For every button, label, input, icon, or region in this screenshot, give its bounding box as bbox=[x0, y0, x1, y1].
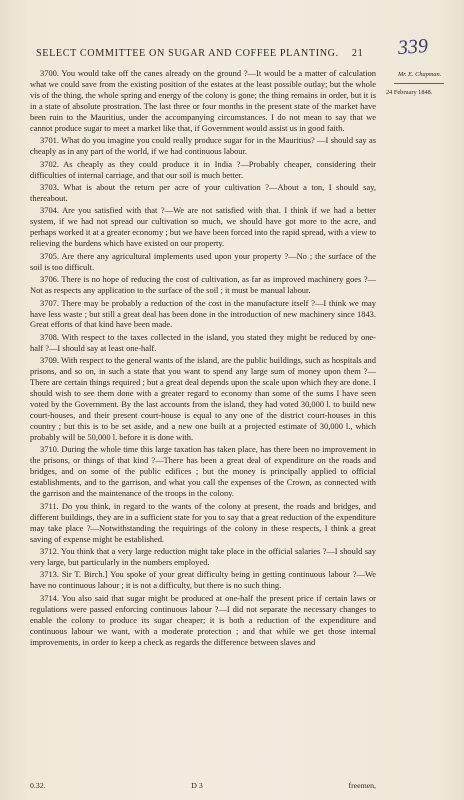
page-header bbox=[36, 48, 378, 59]
page-footer bbox=[30, 781, 376, 790]
paragraph: 3702. As cheaply as they could produce it in India ?—Probably cheaper, considering their difficulties of internal carriage, and that our soil is much better. bbox=[30, 158, 376, 180]
margin-note bbox=[386, 70, 460, 97]
paragraph: 3707. There may be probably a reduction of the cost in the manufacture itself ?—I think we may have less waste ; but still a great deal has been done in the introduction of new machinery since 1843. Great efforts of that kind have been made. bbox=[30, 297, 376, 330]
margin-rule bbox=[394, 83, 444, 84]
paragraph: 3709. With respect to the general wants of the island, are the public buildings, such as hospitals and prisons, and so on, in such a state that you want to spend any large sum of money upon them ?—There are certain things required ; but a great deal depends upon the scale upon which they are done. I should wish to see them done with a greater regard to economy than some of the sums I have seen voted by the Government. By the last accounts from the island, they had voted 30,000 l. to build new court-houses, and their present court-house is equal to any one of the district court-houses in this country ; but this is to be set aside, and a new one built at a projected estimate of 30,000 l., which probably will be 50,000 l. before it is done with. bbox=[30, 355, 376, 442]
paragraph: 3700. You would take off the canes already on the ground ?—It would be a matter of calculation what we could save from the existing position of the estates at the least possible outlay; but the whole vis of the thing, the whole spring and energy of the colony is gone; the thing remains in order, but it is in a state of absolute prostration. The last three or four months in the present state of the market have been ruin to the Mauritius, under the accompanying circumstances. I do not mean to say that we cannot produce sugar to meet a market like that, if Government would assist us in good faith. bbox=[30, 68, 376, 133]
paragraph: 3706. There is no hope of reducing the cost of cultivation, as far as improved machinery goes ?—Not as respects any application to the surface of the soil ; it must be manual labour. bbox=[30, 274, 376, 296]
paragraph: 3704. Are you satisfied with that ?—We are not satisfied with that. I think if we had a better system, if we had not spread our cultivation so much, we should have got more to the acre, and perhaps worked it at a greater economy ; but we have been forced into the rapid spread, with a view to relieving the burdens which have existed on our property. bbox=[30, 205, 376, 249]
paragraph: 3705. Are there any agricultural implements used upon your property ?—No ; the surface of the soil is too difficult. bbox=[30, 250, 376, 272]
paragraph: 3714. You also said that sugar might be produced at one-half the present price if certain laws or regulations were passed enforcing continuous labour ?—I did not separate the necessary changes to enable the colony to produce its sugar cheaper; it is both a reduction of the expenditure and continuous labour we want, with a moderate protection ; and that while we get those internal improvements, in order to keep a check as regards the difference between slaves and bbox=[30, 592, 376, 647]
testimony-body bbox=[30, 68, 376, 649]
paragraph: 3701. What do you imagine you could really produce sugar for in the Mauritius? —I should say as cheaply as in any part of the world, if we had continuous labour. bbox=[30, 135, 376, 157]
witness-name: Mr. E. Chapman. bbox=[398, 71, 442, 78]
paragraph: 3703. What is about the return per acre of your cultivation ?—About a ton, I should say, thereabout. bbox=[30, 182, 376, 203]
paragraph: 3708. With respect to the taxes collected in the island, you stated they might be reduced by one-half ?—I should say at least one-half. bbox=[30, 331, 376, 353]
paragraph: 3710. During the whole time this large taxation has taken place, has there been no improvement in the prisons, or things of that kind ?—There has been a great deal of expenditure on the roads and bridges, and on some of the public edifices ; but the money is principally applied to official establishments, and to the garrison, and what you call the expenses of the Crown, as connected with the garrison and the maintenance of the troops in the colony. bbox=[30, 444, 376, 499]
signature-mark: D 3 bbox=[191, 781, 203, 790]
footer-left: 0.32. bbox=[30, 781, 46, 790]
paragraph: 3712. You think that a very large reduction might take place in the official salaries ?—I should say very large, but particularly in the numbers employed. bbox=[30, 546, 376, 567]
catchword: freemen, bbox=[348, 781, 376, 790]
paragraph: 3713. Sir T. Birch.] You spoke of your great difficulty being in getting continuous labour ?—We have no continuous labour ; it is not a difficulty, but there is no such thing. bbox=[30, 569, 376, 591]
testimony-date: 24 February 1848. bbox=[386, 89, 433, 96]
header-title: SELECT COMMITTEE ON SUGAR AND COFFEE PLANTING. bbox=[36, 48, 339, 59]
page-number: 21 bbox=[351, 48, 364, 59]
paragraph: 3711. Do you think, in regard to the wants of the colony at present, the roads and bridges, and different buildings, they are in a sufficient state for you to say that a great reduction of the expenditure may take place ?—Notwithstanding the requirings of the colony in these respects, I think a great saving of expense might be established. bbox=[30, 500, 376, 544]
handwritten-page-number: 339 bbox=[397, 34, 429, 60]
